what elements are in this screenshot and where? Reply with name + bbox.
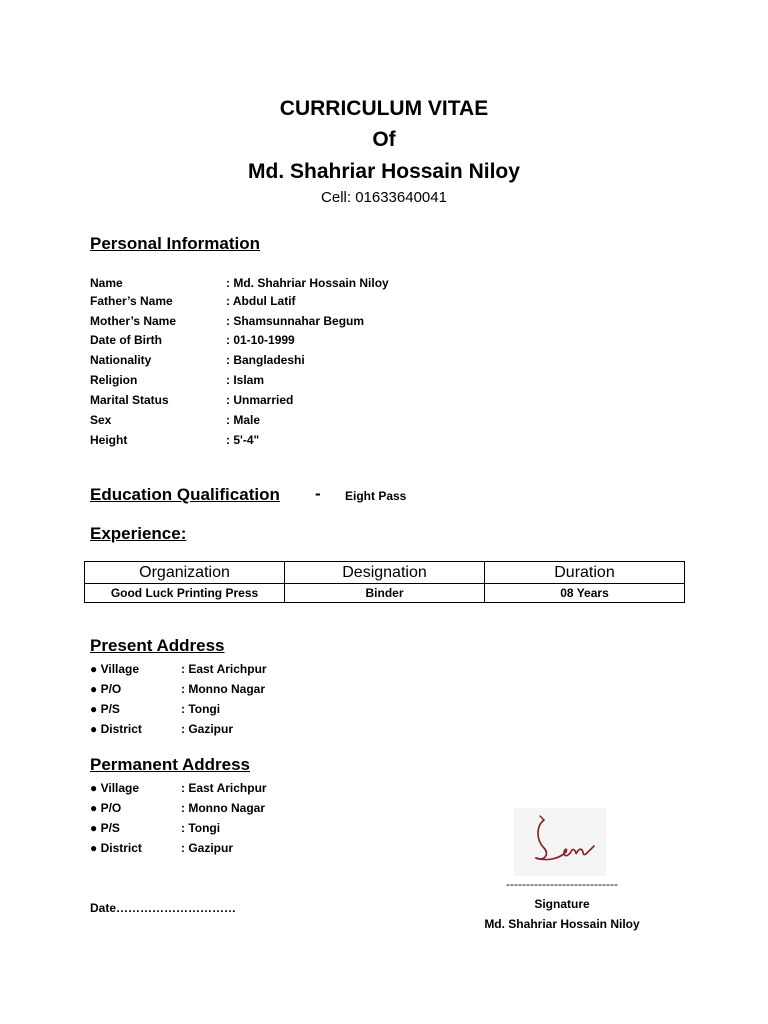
address-label: ● Village	[90, 781, 140, 795]
cell-number: Cell: 01633640041	[321, 189, 447, 206]
address-label: ● P/S	[90, 821, 120, 835]
personal-info-heading: Personal Information	[90, 234, 261, 253]
address-value: : Gazipur	[181, 722, 234, 736]
table-cell-organization: Good Luck Printing Press	[85, 584, 285, 603]
address-value: : East Arichpur	[181, 662, 267, 676]
address-label: ● P/O	[90, 801, 122, 815]
column-header-duration: Duration	[485, 562, 685, 584]
cv-title: CURRICULUM VITAE	[279, 97, 489, 120]
experience-table	[84, 561, 685, 603]
signature-name: Md. Shahriar Hossain Niloy	[484, 917, 640, 931]
cv-holder-name: Md. Shahriar Hossain Niloy	[248, 160, 520, 183]
personal-value: : Bangladeshi	[226, 353, 305, 367]
personal-value: : Islam	[226, 373, 265, 387]
personal-value: : Abdul Latif	[226, 294, 296, 308]
address-value: : Gazipur	[181, 841, 234, 855]
personal-value: : 5'-4"	[226, 433, 260, 447]
personal-label: Mother’s Name	[90, 314, 177, 328]
personal-value: : Shamsunnahar Begum	[226, 314, 365, 328]
address-value: : Monno Nagar	[181, 682, 265, 696]
personal-value: : 01-10-1999	[226, 333, 295, 347]
address-label: ● P/S	[90, 702, 120, 716]
personal-value: : Md. Shahriar Hossain Niloy	[226, 276, 389, 290]
personal-label: Father’s Name	[90, 294, 173, 308]
address-value: : Tongi	[181, 702, 221, 716]
education-heading: Education Qualification	[90, 485, 280, 504]
personal-label: Nationality	[90, 353, 152, 367]
table-row	[85, 584, 685, 603]
address-label: ● District	[90, 722, 142, 736]
personal-label: Religion	[90, 373, 138, 387]
signature-image	[514, 808, 606, 876]
personal-value: : Male	[226, 413, 261, 427]
personal-label: Sex	[90, 413, 112, 427]
personal-label: Name	[90, 276, 123, 290]
table-cell-duration: 08 Years	[485, 584, 685, 603]
present-address-heading: Present Address	[90, 636, 225, 655]
education-dash: -	[315, 484, 321, 503]
personal-label: Marital Status	[90, 393, 169, 407]
address-label: ● Village	[90, 662, 140, 676]
experience-heading: Experience:	[90, 524, 187, 543]
cv-title-of: Of	[372, 128, 396, 151]
date-label: Date…………………………	[90, 901, 237, 915]
personal-label: Height	[90, 433, 128, 447]
signature-caption: Signature	[534, 897, 590, 911]
permanent-address-heading: Permanent Address	[90, 755, 250, 774]
address-value: : East Arichpur	[181, 781, 267, 795]
handwritten-signature	[514, 808, 606, 876]
address-value: : Monno Nagar	[181, 801, 265, 815]
personal-label: Date of Birth	[90, 333, 162, 347]
address-label: ● District	[90, 841, 142, 855]
personal-value: : Unmarried	[226, 393, 294, 407]
table-cell-designation: Binder	[285, 584, 485, 603]
address-value: : Tongi	[181, 821, 221, 835]
column-header-organization: Organization	[85, 562, 285, 584]
signature-line: ----------------------------	[506, 877, 618, 891]
table-header-row	[85, 562, 685, 584]
address-label: ● P/O	[90, 682, 122, 696]
education-value: Eight Pass	[345, 489, 407, 503]
column-header-designation: Designation	[285, 562, 485, 584]
